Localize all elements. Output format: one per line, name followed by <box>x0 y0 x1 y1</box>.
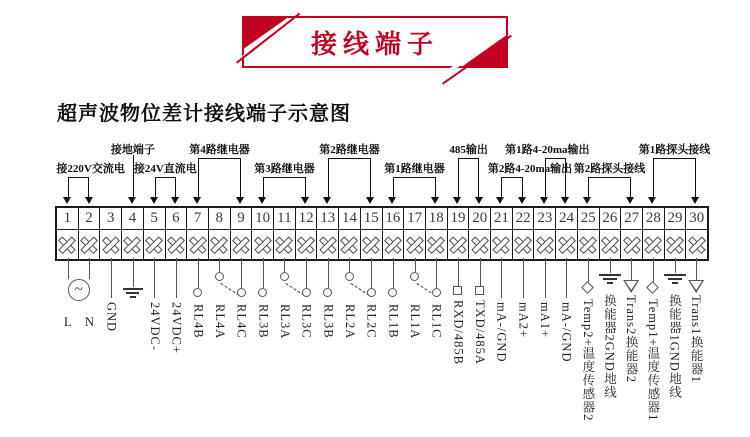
terminal-column <box>620 258 642 437</box>
terminal-column <box>664 258 686 437</box>
transducer-arrow-icon <box>688 280 704 293</box>
wire-line <box>219 258 220 272</box>
earth-ground-icon <box>672 282 678 284</box>
terminal-label: GND <box>104 302 119 333</box>
terminal-label: Trans2换能器2 <box>624 295 639 384</box>
terminal-number-cell: 16 <box>383 208 405 229</box>
terminal-group-label: 接24V直流电 <box>133 163 197 175</box>
wire-line <box>198 258 199 288</box>
arrow-down-icon <box>475 197 483 208</box>
terminal-group-label: 第2路探头接线 <box>573 163 646 175</box>
terminal-number-cell: 15 <box>361 208 383 229</box>
terminal-label: RL1B <box>386 304 401 339</box>
contact-circle-icon <box>432 288 441 297</box>
wire-line <box>436 258 437 288</box>
terminal-number-cell: 22 <box>513 208 535 229</box>
arrow-down-icon <box>171 197 179 208</box>
terminal-label: Temp2+温度传感器2 <box>580 299 595 422</box>
terminal-number-cell: 10 <box>252 208 274 229</box>
contact-circle-icon <box>367 288 376 297</box>
terminal-number-cell: 5 <box>144 208 166 229</box>
wiring-bracket <box>545 158 567 199</box>
terminal-label: RL4C <box>234 304 249 339</box>
terminal-number-cell: 27 <box>621 208 643 229</box>
banner-title: 接线端子 <box>310 28 439 59</box>
wiring-bracket <box>393 177 436 199</box>
arrow-down-icon <box>128 197 136 208</box>
transducer-arrow-inner <box>690 281 702 290</box>
arrow-down-icon <box>258 197 266 208</box>
terminal-number-cell: 6 <box>166 208 188 229</box>
wire-line <box>328 258 329 288</box>
terminal-label: mA1+ <box>538 302 552 339</box>
arrow-down-icon <box>323 197 331 208</box>
wire-line <box>501 258 502 298</box>
terminal-number-cell: 2 <box>79 208 101 229</box>
arrow-down-icon <box>648 197 656 208</box>
diamond-terminal-icon <box>581 281 594 294</box>
wire-line <box>523 258 524 298</box>
terminal-column <box>187 258 209 437</box>
terminal-label: RL3A <box>277 304 292 340</box>
terminal-column <box>555 258 577 437</box>
terminal-number-cell: 11 <box>274 208 296 229</box>
terminal-label: 换能器1GND地线 <box>667 294 682 399</box>
terminal-label: RXD/485B <box>451 300 466 365</box>
wire-line <box>545 258 546 298</box>
terminal-number-cell: 25 <box>578 208 600 229</box>
terminal-number-cell: 1 <box>57 208 79 229</box>
terminal-label: N <box>84 314 95 329</box>
terminal-column <box>252 258 274 437</box>
terminal-number-cell: 7 <box>187 208 209 229</box>
wire-line <box>133 258 134 287</box>
wire-line <box>349 258 350 272</box>
terminal-group-label: 第1路4-20ma输出 <box>505 144 590 156</box>
wire-line <box>176 258 177 298</box>
terminal-number-cell: 28 <box>643 208 665 229</box>
terminal-group-label: 接地端子 <box>110 144 155 156</box>
terminal-number-cell: 23 <box>534 208 556 229</box>
terminal-column <box>165 258 187 437</box>
terminal-label: Temp1+温度传感器1 <box>645 299 660 422</box>
terminal-number-cell: 20 <box>469 208 491 229</box>
arrow-down-icon <box>496 197 504 208</box>
wire-line <box>154 258 155 298</box>
terminal-column <box>425 258 447 437</box>
terminal-label: RL1A <box>408 304 422 340</box>
wiring-bracket <box>198 158 241 199</box>
wire-line <box>306 258 307 288</box>
arrow-down-icon <box>561 197 569 208</box>
wire-line <box>480 258 481 286</box>
arrow-down-icon <box>518 197 526 208</box>
terminal-group-label: 第3路继电器 <box>254 163 315 175</box>
wire-line <box>631 258 632 280</box>
terminal-column <box>512 258 534 437</box>
earth-ground-icon <box>603 278 617 280</box>
terminal-group-label: 第1路探头接线 <box>638 144 711 156</box>
terminal-number-cell: 8 <box>209 208 231 229</box>
earth-ground-icon <box>126 292 139 294</box>
wiring-bracket <box>263 177 306 199</box>
terminal-number-cell: 13 <box>317 208 339 229</box>
contact-circle-icon <box>215 272 224 281</box>
terminal-label: Trans1换能器1 <box>689 295 704 384</box>
terminal-group-label: 接220V交流电 <box>56 163 125 175</box>
terminal-column <box>230 258 252 437</box>
terminal-column <box>599 258 621 437</box>
terminal-label: mA-/GND <box>559 302 574 363</box>
wire-line <box>696 258 697 280</box>
terminal-label: TXD/485A <box>473 300 487 365</box>
terminal-label: 24VDC- <box>147 302 162 352</box>
wire-line <box>458 258 459 286</box>
wiring-bracket <box>155 177 177 199</box>
ac-source-icon: ~ <box>68 279 90 301</box>
terminal-number-cell: 29 <box>665 208 687 229</box>
arrow-down-icon <box>691 197 699 208</box>
terminal-column <box>404 258 426 437</box>
terminal-group-label: 485输出 <box>449 144 488 156</box>
terminal-column <box>469 258 491 437</box>
terminal-number-cell: 18 <box>426 208 448 229</box>
terminal-label: RL4B <box>191 304 206 339</box>
terminal-column <box>274 258 296 437</box>
terminal-label: RL3C <box>299 304 314 339</box>
earth-ground-icon <box>123 288 143 290</box>
terminal-number-cell: 24 <box>556 208 578 229</box>
wire-line <box>610 258 611 273</box>
transducer-arrow-inner <box>625 281 637 290</box>
arrow-down-icon <box>366 197 374 208</box>
arrow-down-icon <box>388 197 396 208</box>
arrow-down-icon <box>453 197 461 208</box>
contact-circle-icon <box>323 288 332 297</box>
wire-line <box>653 258 654 282</box>
terminal-label: 24VDC+ <box>169 302 184 354</box>
wire-line <box>566 258 567 298</box>
earth-ground-icon <box>607 282 613 284</box>
terminal-label: 换能器2GND地线 <box>602 294 617 399</box>
terminal-column <box>534 258 556 437</box>
wiring-bracket <box>68 177 90 199</box>
wiring-bracket <box>653 158 696 199</box>
contact-circle-icon <box>388 288 397 297</box>
contact-circle-icon <box>345 272 354 281</box>
wire-line <box>415 258 416 272</box>
arrow-down-icon <box>431 197 439 208</box>
terminal-label: RL2C <box>364 304 379 339</box>
square-terminal-icon <box>475 286 484 295</box>
terminal-group-label: 第2路4-20ma输出 <box>487 163 573 175</box>
terminal-label: mA-/GND <box>494 302 509 363</box>
earth-ground-icon <box>130 296 136 298</box>
wire-line <box>588 258 589 282</box>
wire-line <box>68 258 69 279</box>
terminal-label: mA2+ <box>516 302 531 339</box>
terminal-column <box>642 258 664 437</box>
terminal-number-cell: 26 <box>600 208 622 229</box>
arrow-down-icon <box>150 197 158 208</box>
terminal-column <box>490 258 512 437</box>
terminal-label: L <box>63 314 72 329</box>
arrow-down-icon <box>193 197 201 208</box>
earth-ground-icon <box>668 278 682 280</box>
arrow-down-icon <box>540 197 548 208</box>
terminal-column <box>339 258 361 437</box>
terminal-number-cell: 12 <box>296 208 318 229</box>
terminal-label: RL4A <box>212 304 227 340</box>
arrow-down-icon <box>63 197 71 208</box>
earth-ground-icon <box>664 274 686 276</box>
wire-line <box>393 258 394 288</box>
terminal-number-cell: 4 <box>122 208 144 229</box>
terminal-number-cell: 19 <box>448 208 470 229</box>
wire-line <box>263 258 264 288</box>
arrow-down-icon <box>626 197 634 208</box>
contact-circle-icon <box>280 272 289 281</box>
terminal-column <box>447 258 469 437</box>
terminal-group-label: 第1路继电器 <box>384 163 445 175</box>
terminal-number-cell: 14 <box>339 208 361 229</box>
terminal-column <box>382 258 404 437</box>
terminal-number-cell: 3 <box>100 208 122 229</box>
contact-circle-icon <box>237 288 246 297</box>
terminal-number-cell: 21 <box>491 208 513 229</box>
wire-line <box>89 258 90 279</box>
terminal-column <box>295 258 317 437</box>
wire-line <box>675 258 676 273</box>
page-title: 超声波物位差计接线端子示意图 <box>57 103 351 125</box>
arrow-down-icon <box>301 197 309 208</box>
diamond-terminal-icon <box>646 281 659 294</box>
arrow-down-icon <box>583 197 591 208</box>
terminal-column <box>209 258 231 437</box>
terminal-column <box>685 258 707 437</box>
wiring-bracket <box>328 158 371 199</box>
wiring-bracket <box>588 177 631 199</box>
terminal-column <box>100 258 122 437</box>
terminal-label: RL1C <box>429 304 444 339</box>
contact-circle-icon <box>302 288 311 297</box>
terminal-label: RL3B <box>321 304 336 339</box>
arrow-down-icon <box>85 197 93 208</box>
terminal-column <box>122 258 144 437</box>
wire-line <box>284 258 285 272</box>
terminal-group-label: 第2路继电器 <box>319 144 380 156</box>
contact-circle-icon <box>410 272 419 281</box>
terminal-label: RL2A <box>342 304 357 340</box>
wire-line <box>241 258 242 288</box>
contact-circle-icon <box>193 288 202 297</box>
terminal-number-cell: 30 <box>689 210 705 226</box>
wire-line <box>371 258 372 288</box>
terminal-column <box>577 258 599 437</box>
contact-circle-icon <box>258 288 267 297</box>
terminal-column <box>360 258 382 437</box>
wire-line <box>111 258 112 298</box>
arrow-down-icon <box>236 197 244 208</box>
terminal-number-cell: 9 <box>231 208 253 229</box>
terminal-label: RL3B <box>256 304 271 339</box>
transducer-arrow-icon <box>623 280 639 293</box>
earth-ground-icon <box>599 274 621 276</box>
wiring-bracket <box>458 158 480 199</box>
terminal-column <box>144 258 166 437</box>
terminal-number-cell: 17 <box>404 208 426 229</box>
terminal-group-label: 第4路继电器 <box>189 144 250 156</box>
terminal-column <box>317 258 339 437</box>
wiring-bracket <box>501 177 523 199</box>
square-terminal-icon <box>453 286 462 295</box>
